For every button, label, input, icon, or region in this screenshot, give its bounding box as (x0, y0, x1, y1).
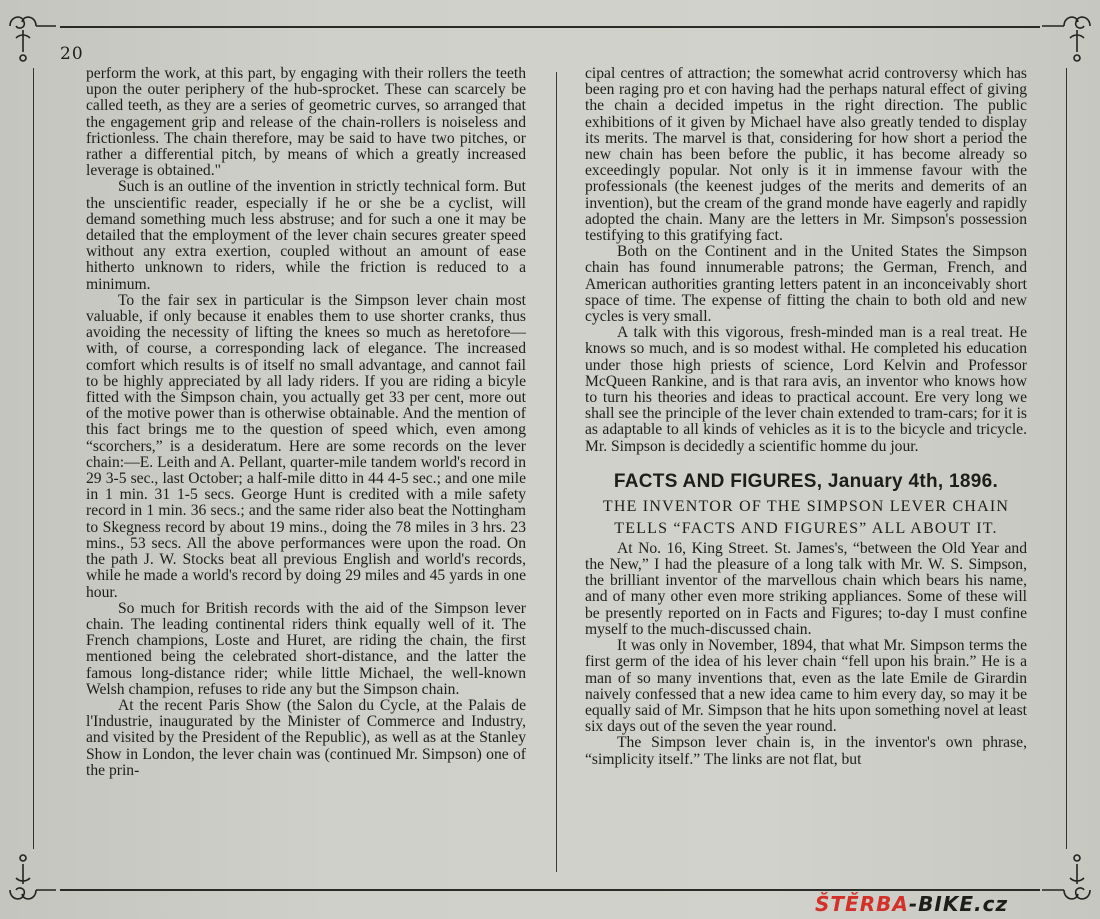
paragraph: The Simpson lever chain is, in the inventor's own phrase, “simplicity itself.” The links are not flat, but (585, 734, 1027, 768)
paragraph: A talk with this vigorous, fresh-minded man is a real treat. He knows so much, and is so modest withal. He completed his education under those high priests of science, Lord Kelvin and Professor McQueen Rankine, and is that rara avis, an inventor who knows how to turn his theories and ideas to practical account. Ere very long we shall see the principle of the lever chain extended to tram-cars; for it is as adaptable to all kinds of vehicles as it is to the bicycle and tricycle. Mr. Simpson is decidedly a scientific homme du jour. (585, 324, 1027, 455)
left-border-rule (33, 68, 34, 849)
paragraph: Both on the Continent and in the United States the Simpson chain has found innumerable patrons; the German, French, and American authorities granting letters patent in an inconceivably short space of time. The expense of fitting the chain to both old and new cycles is very small. (585, 243, 1027, 326)
watermark-brand: ŠTĚRBA (815, 892, 909, 916)
column-divider (556, 72, 557, 872)
paragraph: So much for British records with the aid of the Simpson lever chain. The leading continental riders think equally well of it. The French champions, Loste and Huret, are riding the chain, the first mentioned being the celebrated short-distance, and the latter the famous long-distance rider; while little Michael, the well-known Welsh champion, refuses to ride any but the Simpson chain. (86, 599, 526, 698)
paragraph: At the recent Paris Show (the Salon du Cycle, at the Palais de l'Industrie, inaugurated by the Minister of Commerce and Industry, and visited by the President of the Republic), as well as at the Stanley Show in London, the lever chain was (continued Mr. Simpson) one of the prin- (86, 696, 526, 779)
bottom-border-rule (60, 889, 1040, 891)
paragraph: It was only in November, 1894, that what Mr. Simpson terms the first germ of the idea of his lever chain “fell upon his brain.” He is a man of so many inventions that, even as the late Emile de Girardin naively confessed that a new idea came to him every day, so may it be equally said of Mr. Simpson that he hits upon something novel at least six days out of the seven the year round. (585, 637, 1027, 736)
watermark-suffix: -BIKE.cz (908, 892, 1009, 916)
page-number: 20 (60, 44, 84, 64)
watermark (815, 892, 1008, 916)
article-subheading: THE INVENTOR OF THE SIMPSON LEVER CHAIN (602, 497, 1010, 515)
paragraph: At No. 16, King Street. St. James's, “between the Old Year and the New,” I had the pleasure of a long talk with Mr. W. S. Simpson, the brilliant inventor of the marvellous chain which bears his name, and of many other even more striking appliances. Some of these will be presently reported on in Facts and Figures; to-day I must confine myself to the much-discussed chain. (585, 539, 1027, 638)
paragraph: Such is an outline of the invention in strictly technical form. But the unscientific reader, especially if he or she be a cyclist, will demand something much less abstruse; and for such a one it may be detailed that the employment of the lever chain secures greater speed without any extra exertion, coupled without an amount of ease hitherto unknown to riders, while the friction is reduced to a minimum. (86, 178, 526, 293)
article-heading: FACTS AND FIGURES, January 4th, 1896. (613, 470, 999, 492)
right-border-rule (1066, 68, 1067, 849)
left-column (86, 66, 526, 779)
top-border-rule (60, 26, 1040, 28)
corner-ornament-bottom-left-icon (6, 850, 60, 910)
paragraph: To the fair sex in particular is the Simpson lever chain most valuable, if only because it enables them to use shorter cranks, thus avoiding the necessity of lifting the knees so much as heretofore—with, of course, a corresponding lack of elegance. The increased comfort which results is of itself no small advantage, and cannot fail to be highly appreciated by all lady riders. If you are riding a bicyle fitted with the Simpson chain, you actually get 33 per cent, more out of the motive power than is otherwise obtainable. And the mention of this fact brings me to the question of speed which, even among “scorchers,” is a desideratum. Here are some records on the lever chain:—E. Leith and A. Pellant, quarter-mile tandem world's record in 29 3-5 sec., last October; a half-mile ditto in 44 4-5 sec.; and one mile in 1 min. 31 1-5 secs. George Hunt is credited with a mile safety record in 1 min. 36 secs.; and the same rider also beat the Nottingham to Skegness record by about 19 mins., doing the 78 miles in 3 hrs. 23 mins., 53 secs. All the above performances were upon the road. On the path J. W. Stocks beat all previous English and world's records, while he made a world's record by doing 29 miles and 45 yards in one hour. (86, 291, 526, 601)
corner-ornament-bottom-right-icon (1040, 850, 1094, 910)
paragraph: cipal centres of attraction; the somewhat acrid controversy which has been raging pro et con having had the perhaps natural effect of giving the chain a decided impetus in the right direction. The public exhibitions of it given by Michael have also greatly tended to display its merits. The marvel is that, considering for how short a period the new chain has been before the public, it has become already so exceedingly popular. Not only is it in immense favour with the professionals (the keenest judges of the merits and demerits of an invention), but the cream of the grand monde have eagerly and rapidly adopted the chain. Many are the letters in Mr. Simpson's possession testifying to this gratifying fact. (585, 65, 1027, 245)
paragraph: perform the work, at this part, by engaging with their rollers the teeth upon the outer periphery of the hub-sprocket. These can scarcely be called teeth, as they are a series of geometric curves, so arranged that the engagement grip and release of the chain-rollers is noiseless and frictionless. The chain therefore, may be said to have two pitches, or rather a differential pitch, by means of which a greatly increased leverage is obtained." (86, 65, 526, 180)
right-column (585, 66, 1027, 768)
corner-ornament-top-left-icon (6, 8, 60, 68)
article-subheading: TELLS “FACTS AND FIGURES” ALL ABOUT IT. (614, 519, 998, 537)
corner-ornament-top-right-icon (1040, 8, 1094, 68)
